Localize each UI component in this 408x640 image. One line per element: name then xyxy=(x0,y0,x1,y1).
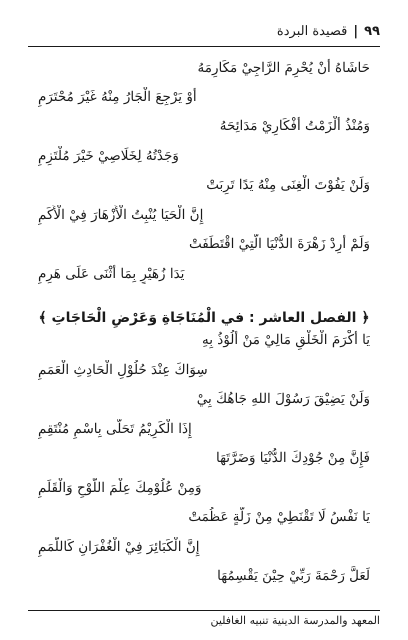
header-rule xyxy=(28,46,380,47)
verse-line: يَدَا زُهَيْرٍ بِمَا أَثْنَى عَلَى هَرِمِ xyxy=(38,266,185,282)
verse-line: سِوَاكَ عِنْدَ حُلُوْلِ الْحَادِثِ الْعَمَمِ xyxy=(38,362,208,378)
verse-line: أَوْ يَرْجِعَ الْجَارُ مِنْهُ غَيْرَ مُحْتَرَمِ xyxy=(38,89,197,105)
page-header xyxy=(28,22,380,40)
chapter-heading: ﴿ الفصل العاشر : في الْمُنَاجَاةِ وَعَرْضِ الْحَاجَاتِ ﴾ xyxy=(38,310,370,326)
page-footer: المعهد والمدرسة الدينية تنبيه الغافلين xyxy=(210,614,380,627)
verse-line: إِنَّ الْكَبَائِرَ فِيْ الْغُفْرَانِ كَاللَّمَمِ xyxy=(38,539,200,555)
verse-line: إِذَا الْكَرِيْمُ تَحَلَّى بِاسْمِ مُنْتَقِمِ xyxy=(38,421,192,437)
verse-line: وَلَمْ أُرِدْ زَهْرَةَ الدُّنْيَا الَّتِيْ اقْتَطَفَتْ xyxy=(188,236,370,252)
verse-line: لَعَلَّ رَحْمَةَ رَبِّيْ حِيْنَ يَقْسِمُهَا xyxy=(217,568,370,584)
book-title: قصيدة البردة xyxy=(276,23,348,39)
verse-line: وَلَنْ يَفُوْتَ الْغِنَى مِنْهُ يَدًا تَرِبَتْ xyxy=(206,177,370,193)
verse-line: فَإِنَّ مِنْ جُوْدِكَ الدُّنْيَا وَضَرَّتَهَا xyxy=(215,450,370,466)
verse-line: وَمُنْذُ أَلْزَمْتُ أَفْكَارِيْ مَدَائِحَهُ xyxy=(219,118,370,134)
verse-line: وَجَدْتُهُ لِخَلَاصِيْ خَيْرَ مُلْتَزِمِ xyxy=(38,148,179,164)
verse-line: وَمِنْ عُلُوْمِكَ عِلْمَ اللَّوْحِ وَالْقَلَمِ xyxy=(38,480,202,496)
verse-line: يَا نَفْسُ لَا تَقْنَطِيْ مِنْ زَلَّةٍ عَظُمَتْ xyxy=(188,509,370,525)
header-separator: | xyxy=(353,23,359,39)
verse-line: يَا أَكْرَمَ الْخَلْقِ مَالِيْ مَنْ أَلُوْذُ بِهِ xyxy=(202,332,370,348)
verse-line: إِنَّ الْحَيَا يُنْبِتُ الْأَزْهَارَ فِيْ الْأَكَمِ xyxy=(38,207,204,223)
verse-line: وَلَنْ يَضِيْقَ رَسُوْلَ اللهِ جَاهُكَ بِيْ xyxy=(196,391,370,407)
verse-line: حَاشَاهُ أَنْ يُحْرِمَ الرَّاجِيْ مَكَارِمَهُ xyxy=(197,60,370,76)
page-number: ٩٩ xyxy=(364,23,380,39)
footer-rule xyxy=(28,610,380,611)
